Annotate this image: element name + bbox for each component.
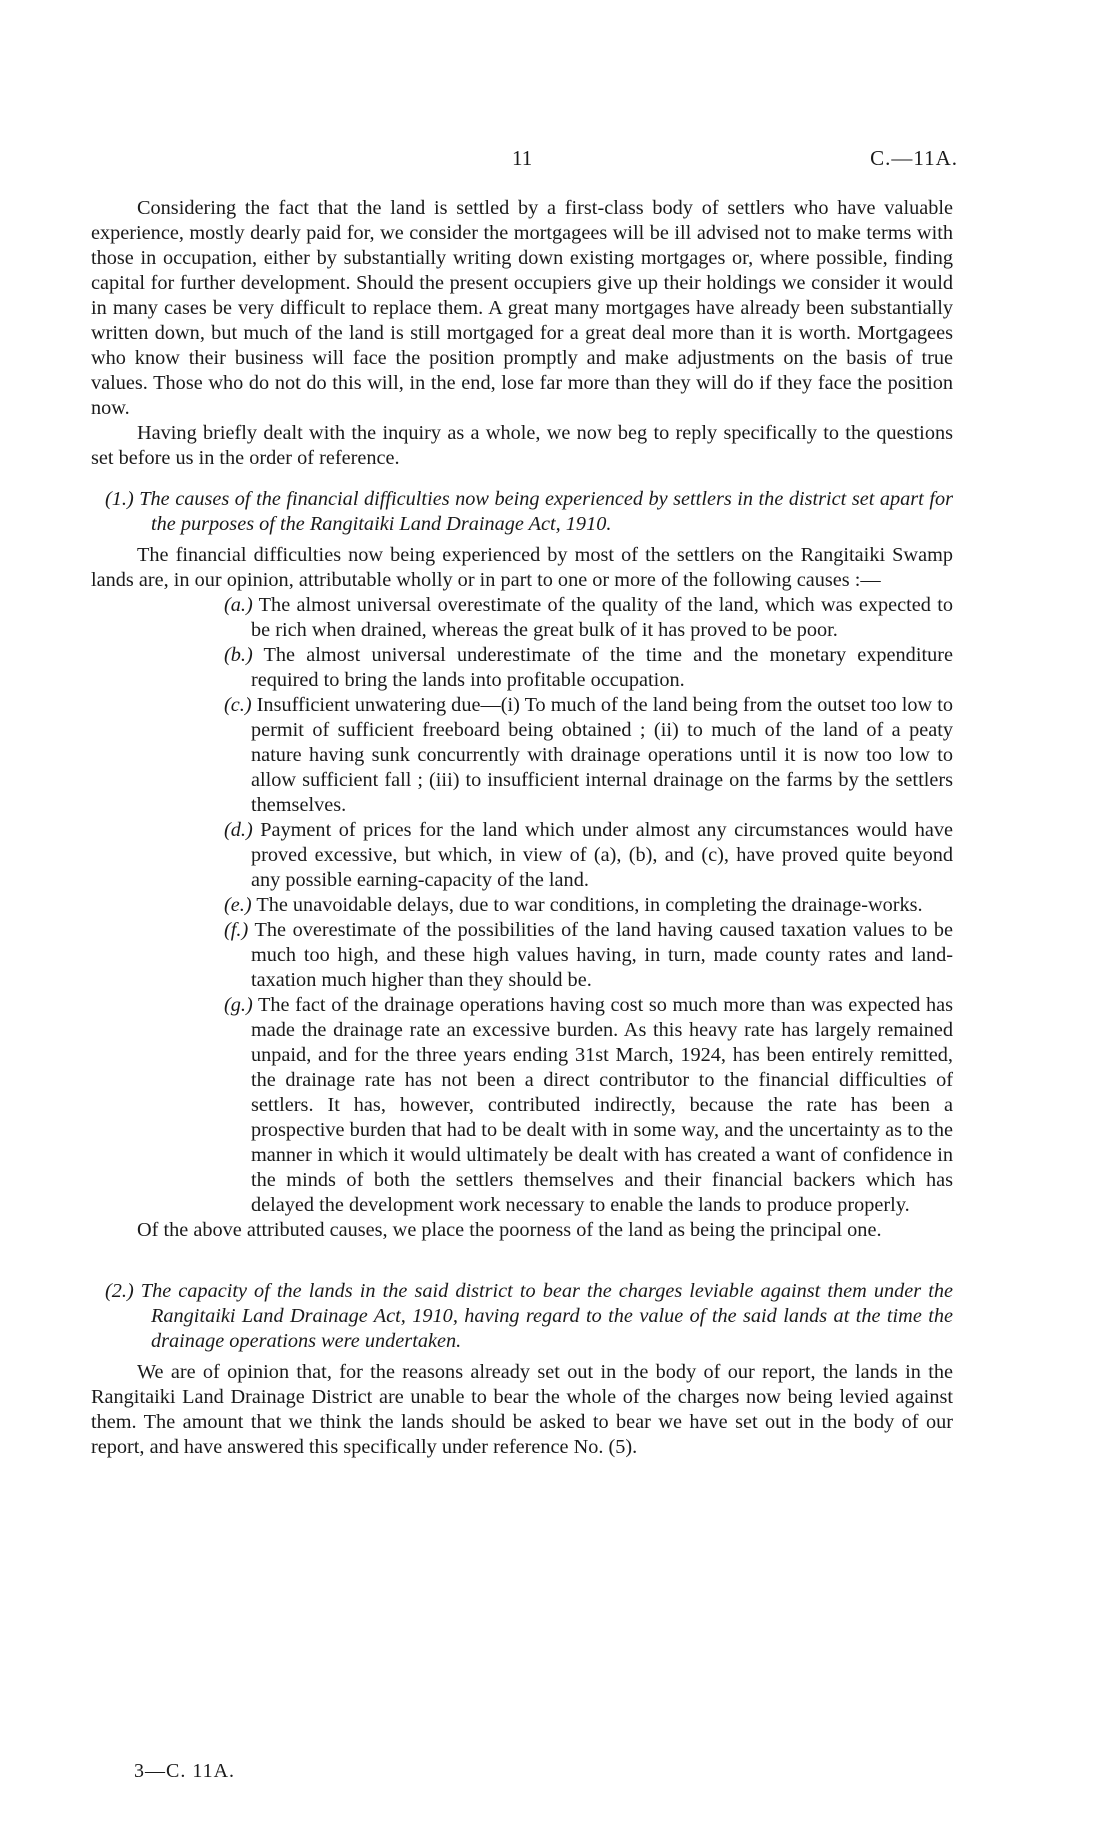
question-1-heading: [105, 487, 953, 537]
question-2-number: (2.): [105, 1280, 134, 1302]
list-item: [224, 918, 953, 993]
item-text: The unavoidable delays, due to war conditions, in completing the drainage-works.: [256, 894, 923, 916]
causes-list: [224, 593, 953, 1218]
item-label: (b.): [224, 644, 253, 666]
list-item: [224, 818, 953, 893]
list-item: [224, 593, 953, 643]
item-label: (e.): [224, 894, 252, 916]
document-reference: C.—11A.: [870, 146, 958, 170]
intro-paragraph: Considering the fact that the land is settled by a first-class body of settlers who have valuable experience, mostly dearly paid for, we consider the mortgagees will be ill advised not to make terms with those in occupation, either by substantially writing down existing mortgages or, where possible, finding capital for further development. Should the present occupiers give up their holdings we consider it would in many cases be very difficult to replace them. A great many mortgages have already been substantially written down, but much of the land is still mortgaged for a great deal more than it is worth. Mortgagees who know their business will face the position promptly and make adjustments on the basis of true values. Those who do not do this will, in the end, lose far more than they will do if they face the position now.: [91, 197, 953, 419]
footer-signature: 3—C. 11A.: [134, 1760, 236, 1782]
item-text: Payment of prices for the land which under almost any circumstances would have proved excessive, but which, in view of (a), (b), and (c), have proved quite beyond any possible earning-capacity of the land.: [251, 819, 953, 891]
list-item: [224, 893, 953, 918]
item-label: (d.): [224, 819, 253, 841]
item-label: (g.): [224, 994, 253, 1016]
item-text: The almost universal underestimate of the time and the monetary expenditure required to bring the lands into profitable occupation.: [251, 644, 953, 691]
page-number: 11: [512, 146, 533, 170]
list-item: [224, 643, 953, 693]
question-1-conclusion: Of the above attributed causes, we place the poorness of the land as being the principal one.: [137, 1219, 882, 1241]
document-body: [91, 196, 953, 1460]
question-1-text: The causes of the financial difficulties now being experienced by settlers in the district set apart for the purposes of the Rangitaiki Land Drainage Act, 1910.: [139, 488, 953, 535]
item-label: (a.): [224, 594, 253, 616]
item-label: (c.): [224, 694, 252, 716]
list-item: [224, 993, 953, 1218]
page-header: [0, 146, 1114, 176]
item-text: The almost universal overestimate of the quality of the land, which was expected to be rich when drained, whereas the great bulk of it has proved to be poor.: [251, 594, 953, 641]
item-label: (f.): [224, 919, 249, 941]
question-2-text: The capacity of the lands in the said district to bear the charges leviable against them under the Rangitaiki Land Drainage Act, 1910, having regard to the value of the said lands at the time the drainage operations were undertaken.: [140, 1280, 954, 1352]
item-text: The overestimate of the possibilities of the land having caused taxation values to be much too high, and these high values having, in turn, made county rates and land-taxation much higher than they should be.: [251, 919, 953, 991]
question-1-number: (1.): [105, 488, 134, 510]
item-text: Insufficient unwatering due—(i) To much of the land being from the outset too low to permit of sufficient freeboard being obtained ; (ii) to much of the land of a peaty nature having sunk concurrently with drainage operations until it is now too low to allow sufficient fall ; (iii) to insufficient internal drainage on the farms by the settlers themselves.: [251, 694, 953, 816]
having-paragraph: Having briefly dealt with the inquiry as a whole, we now beg to reply specifically to the questions set before us in the order of reference.: [91, 422, 953, 469]
question-2-heading: [105, 1279, 954, 1354]
list-item: [224, 693, 953, 818]
item-text: The fact of the drainage operations having cost so much more than was expected has made the drainage rate an excessive burden. As this heavy rate has largely remained unpaid, and for the three years ending 31st March, 1924, has been entirely remitted, the drainage rate has not been a direct contributor to the financial difficulties of settlers. It has, however, contributed indirectly, because the rate has been a prospective burden that had to be dealt with in some way, and the uncertainty as to the manner in which it would ultimately be dealt with has created a want of confidence in the minds of both the settlers themselves and their financial backers which has delayed the development work necessary to enable the lands to produce properly.: [251, 994, 953, 1216]
question-2-answer: We are of opinion that, for the reasons already set out in the body of our report, the lands in the Rangitaiki Land Drainage District are unable to bear the whole of the charges now being levied against them. The amount that we think the lands should be asked to bear we have set out in the body of our report, and have answered this specifically under reference No. (5).: [91, 1361, 953, 1458]
question-1-answer-intro: The financial difficulties now being experienced by most of the settlers on the Rangitaiki Swamp lands are, in our opinion, attributable wholly or in part to one or more of the following causes :—: [91, 544, 953, 591]
